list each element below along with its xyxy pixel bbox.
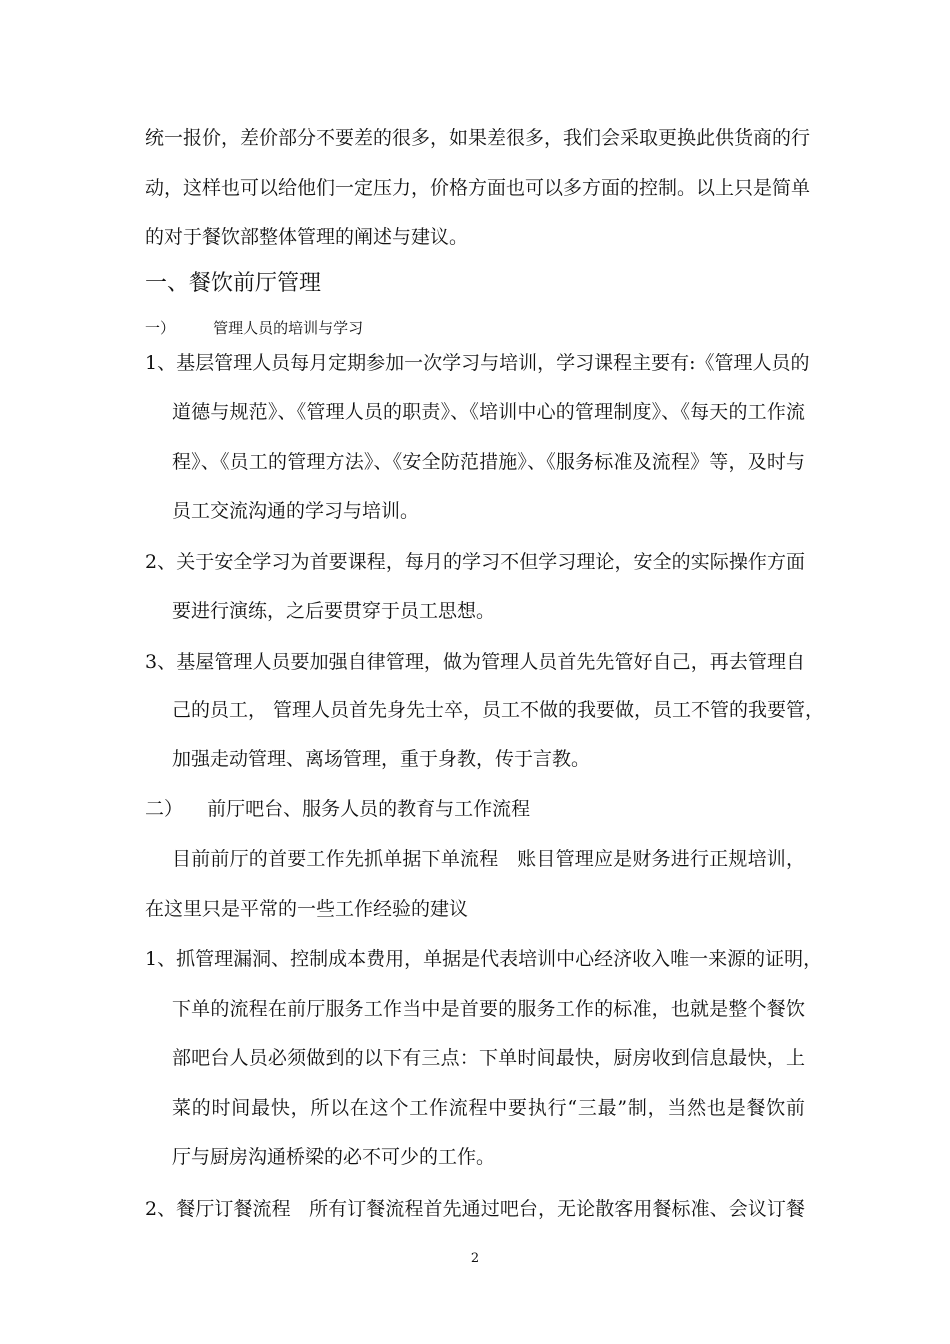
list-item-2: 2、餐厅订餐流程 所有订餐流程首先通过吧台，无论散客用餐标准、会议订餐 xyxy=(145,1198,805,1220)
list-item-1-cont: 菜的时间最快，所以在这个工作流程中要执行“三最”制，当然也是餐饮前 xyxy=(172,1097,805,1119)
subsection-heading: 二） 前厅吧台、服务人员的教育与工作流程 xyxy=(145,798,531,820)
body-line: 目前前厅的首要工作先抓单据下单流程 账目管理应是财务进行正规培训， xyxy=(172,848,805,870)
list-item-3-cont: 加强走动管理、离场管理，重于身教，传于言教。 xyxy=(172,748,591,770)
body-line: 统一报价，差价部分不要差的很多，如果差很多，我们会采取更换此供货商的行 xyxy=(145,127,811,149)
list-item-1-cont: 道德与规范》、《管理人员的职责》、《培训中心的管理制度》、《每天的工作流 xyxy=(172,401,805,423)
subsection-heading: 一） 管理人员的培训与学习 xyxy=(145,319,364,337)
body-line: 动，这样也可以给他们一定压力，价格方面也可以多方面的控制。以上只是简单 xyxy=(145,177,811,199)
list-item-1-cont: 程》、《员工的管理方法》、《安全防范措施》、《服务标准及流程》等，及时与 xyxy=(172,451,805,473)
list-item-1-cont: 厅与厨房沟通桥梁的必不可少的工作。 xyxy=(172,1146,496,1168)
list-item-1: 1、基层管理人员每月定期参加一次学习与培训，学习课程主要有:《管理人员的 xyxy=(145,352,810,374)
list-item-3-cont: 己的员工， 管理人员首先身先士卒，员工不做的我要做，员工不管的我要管， xyxy=(172,699,825,721)
body-line: 在这里只是平常的一些工作经验的建议 xyxy=(145,898,469,920)
page-number: 2 xyxy=(470,1251,480,1266)
list-item-1-cont: 部吧台人员必须做到的以下有三点：下单时间最快，厨房收到信息最快，上 xyxy=(172,1047,805,1069)
section-heading: 一、餐饮前厅管理 xyxy=(145,271,322,296)
list-item-1: 1、抓管理漏洞、控制成本费用，单据是代表培训中心经济收入唯一来源的证明， xyxy=(145,948,823,970)
list-item-2: 2、关于安全学习为首要课程，每月的学习不但学习理论，安全的实际操作方面 xyxy=(145,551,805,573)
list-item-1-cont: 员工交流沟通的学习与培训。 xyxy=(172,500,420,522)
body-line: 的对于餐饮部整体管理的阐述与建议。 xyxy=(145,226,469,248)
list-item-1-cont: 下单的流程在前厅服务工作当中是首要的服务工作的标准，也就是整个餐饮 xyxy=(172,998,805,1020)
list-item-2-cont: 要进行演练，之后要贯穿于员工思想。 xyxy=(172,600,496,622)
list-item-3: 3、基屋管理人员要加强自律管理，做为管理人员首先先管好自己，再去管理自 xyxy=(145,651,805,673)
